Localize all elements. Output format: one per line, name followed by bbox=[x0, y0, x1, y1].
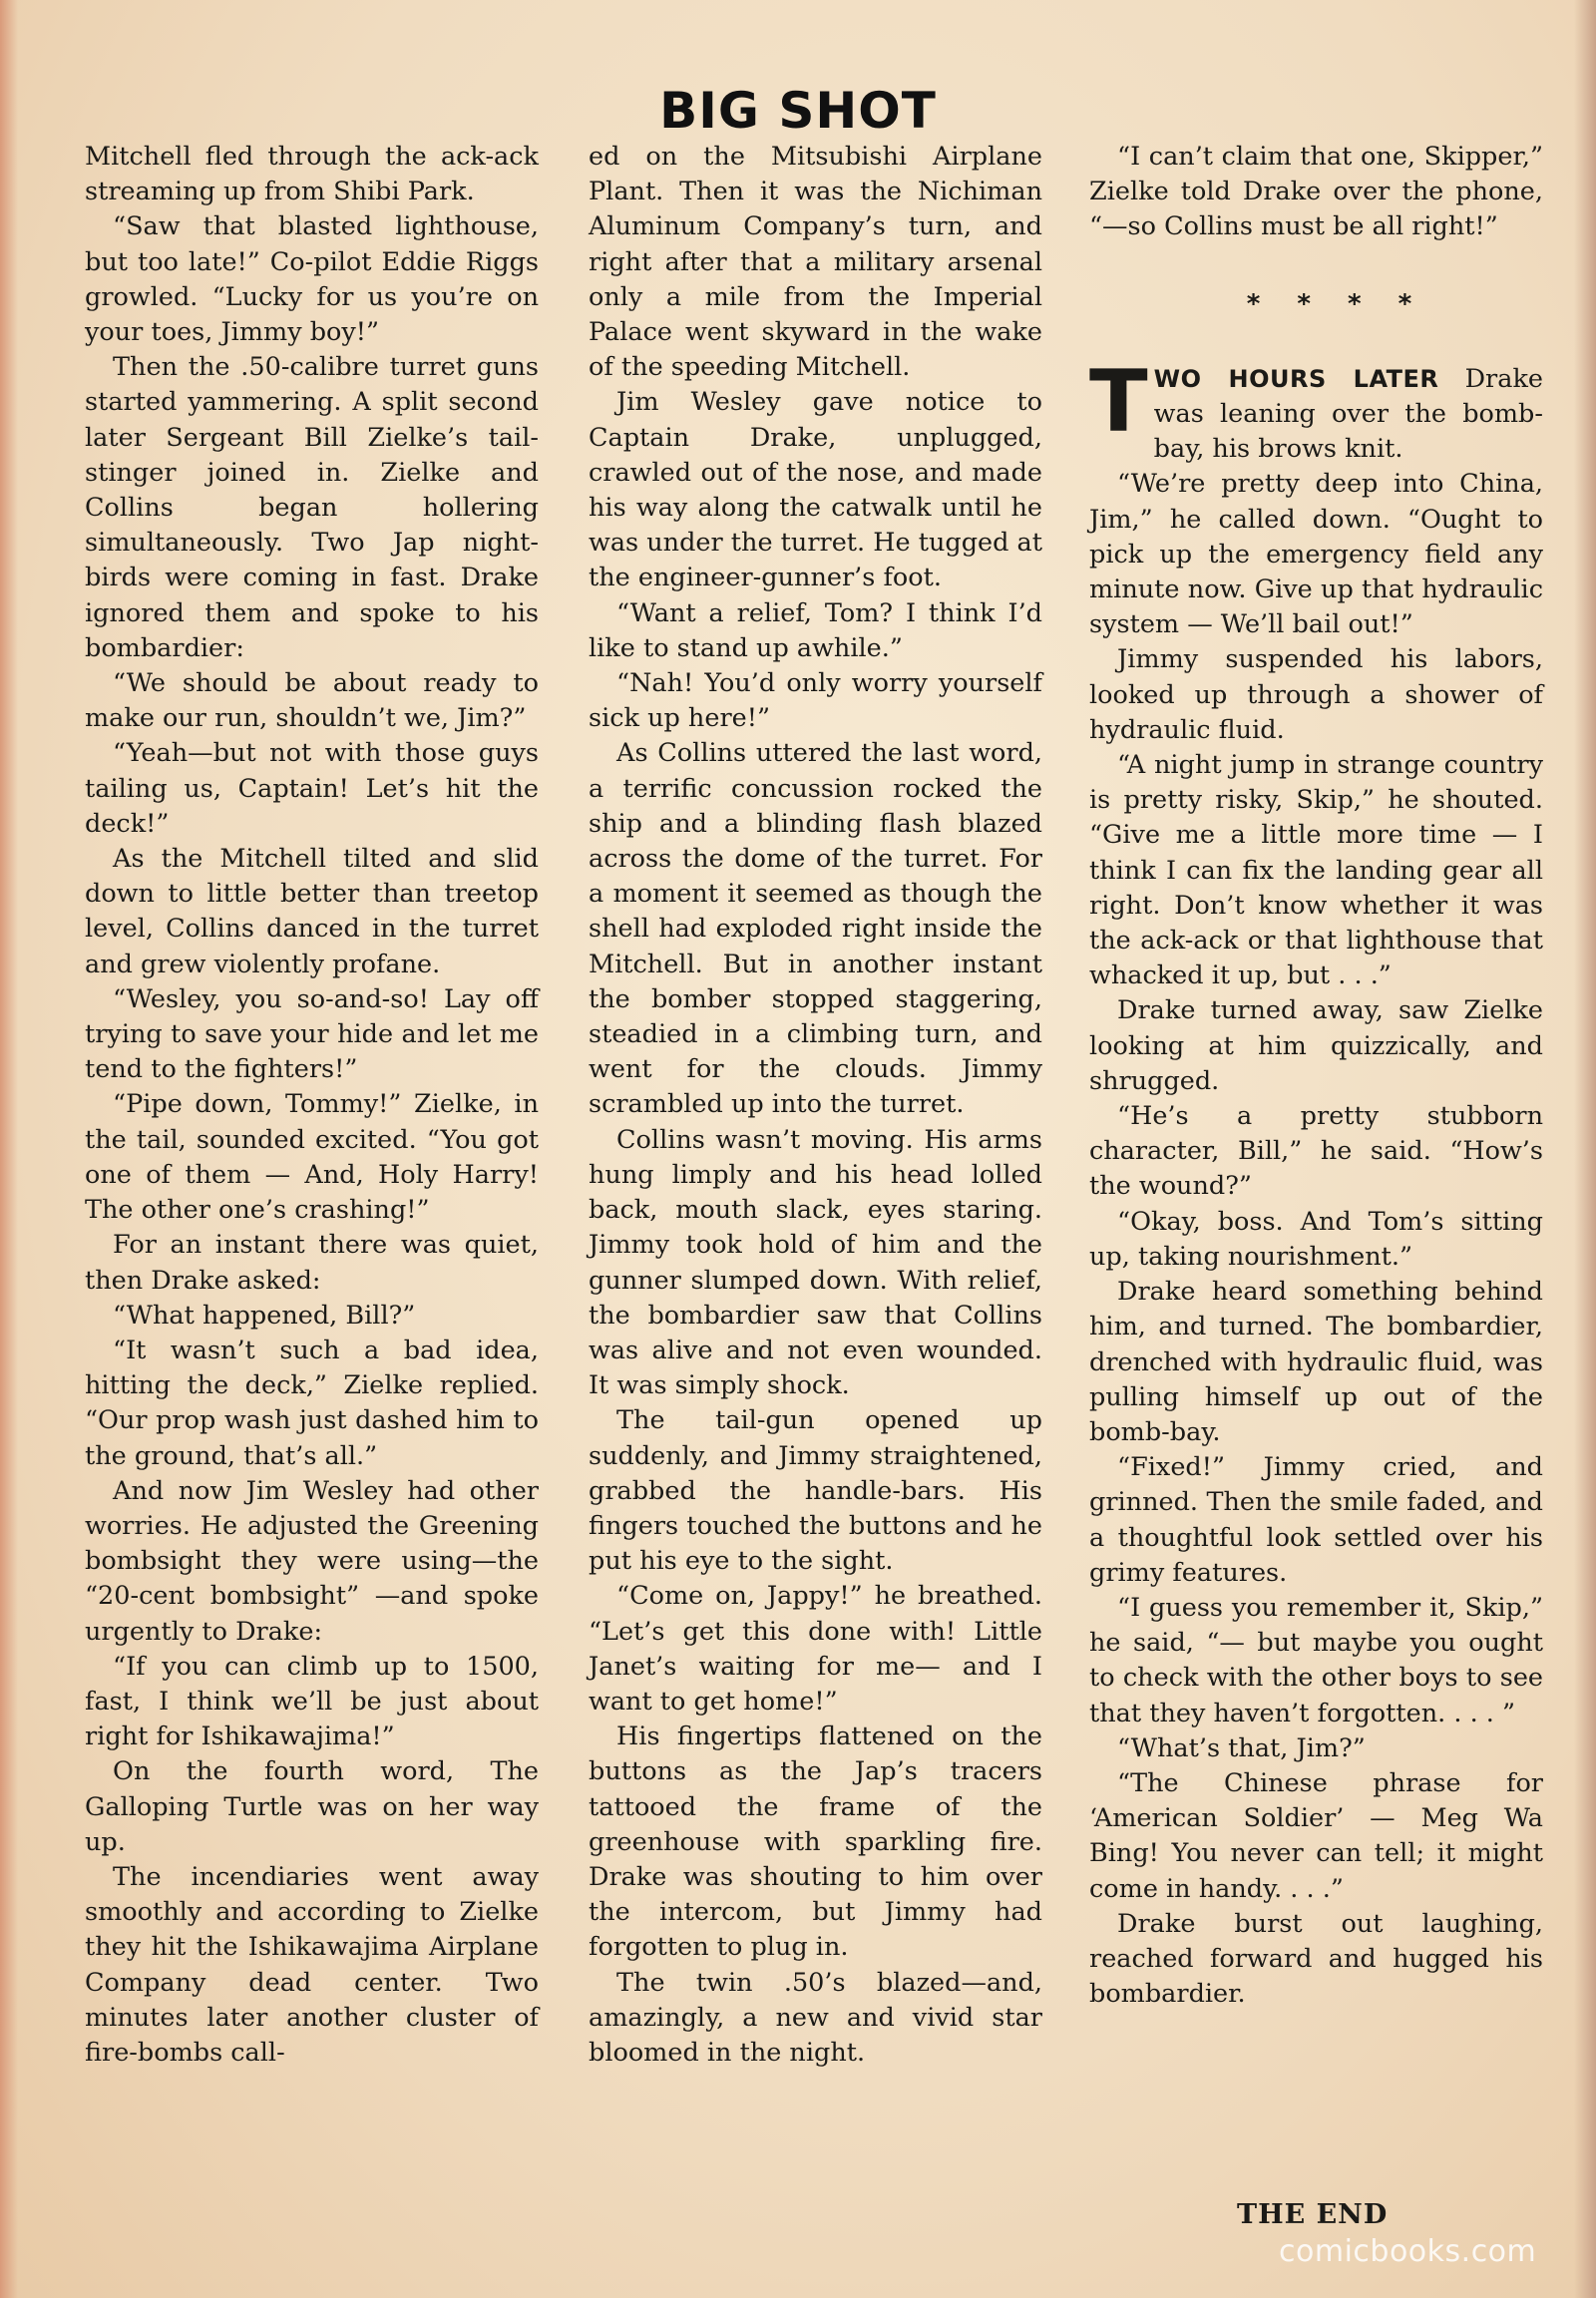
paragraph: “He’s a pretty stubborn character, Bill,” he said. “How’s the wound?” bbox=[1089, 1101, 1543, 1202]
paragraph: Then the .50-calibre turret guns started yammering. A split second later Sergeant Bill Zielke’s tail-stinger joined in. Zielke and Collins began hollering simultaneously. Two Jap night-birds were coming in fast. Drake ignored them and spoke to his bombardier: bbox=[85, 352, 539, 663]
paragraph: “If you can climb up to 1500, fast, I think we’ll be just about right for Ishikawajima!” bbox=[85, 1651, 539, 1752]
paragraph: His fingertips flattened on the buttons as the Jap’s tracers tattooed the frame of the greenhouse with sparkling fire. Drake was shouting to him over the intercom, but Jimmy had forgotten to plug in. bbox=[589, 1722, 1042, 1963]
paragraph: “I can’t claim that one, Skipper,” Zielke told Drake over the phone, “—so Collins must be all right!” bbox=[1089, 142, 1543, 242]
text-column-1 bbox=[85, 140, 539, 2071]
paragraph: “What’s that, Jim?” bbox=[1117, 1732, 1366, 1763]
paragraph: The tail-gun opened up suddenly, and Jimmy straightened, grabbed the handle-bars. His fingers touched the buttons and he put his eye to the sight. bbox=[589, 1405, 1042, 1577]
paragraph: “What happened, Bill?” bbox=[113, 1300, 416, 1331]
paragraph: “Saw that blasted lighthouse, but too late!” Co-pilot Eddie Riggs growled. “Lucky for us you’re on your toes, Jimmy boy!” bbox=[85, 211, 539, 348]
paragraph: “Want a relief, Tom? I think I’d like to stand up awhile.” bbox=[589, 597, 1042, 663]
page-title: BIG SHOT bbox=[659, 82, 937, 140]
paragraph: Drake turned away, saw Zielke looking at him quizzically, and shrugged. bbox=[1089, 995, 1543, 1096]
paragraph: ed on the Mitsubishi Airplane Plant. Then it was the Nichiman Aluminum Company’s turn, and right after that a military arsenal only a mile from the Imperial Palace went skyward in the wake of the speeding Mitchell. bbox=[589, 142, 1042, 383]
paragraph: The twin .50’s blazed—and, amazingly, a new and vivid star bloomed in the night. bbox=[589, 1967, 1042, 2068]
paragraph: “Come on, Jappy!” he breathed. “Let’s get this done with! Little Janet’s waiting for me— and I want to get home!” bbox=[589, 1581, 1042, 1717]
paragraph: “We’re pretty deep into China, Jim,” he called down. “Ought to pick up the emergency field any minute now. Give up that hydraulic system — We’ll bail out!” bbox=[1089, 469, 1543, 640]
section-break: * * * * bbox=[1246, 288, 1426, 319]
page-right-edge bbox=[1574, 0, 1596, 2298]
watermark: comicbooks.com bbox=[1279, 2234, 1537, 2269]
paragraph: As the Mitchell tilted and slid down to little better than treetop level, Collins danced in the turret and grew violently profane. bbox=[85, 844, 539, 979]
paragraph: “Okay, boss. And Tom’s sitting up, taking nourishment.” bbox=[1089, 1206, 1543, 1272]
paragraph: “I guess you remember it, Skip,” he said, “— but maybe you ought to check with the other boys to see that they haven’t forgotten. . . . ” bbox=[1089, 1592, 1543, 1728]
paragraph: As Collins uttered the last word, a terrific concussion rocked the ship and a blinding flash blazed across the dome of the turret. For a moment it seemed as though the shell had exploded right inside the Mitchell. But in another instant the bomber stopped staggering, steadied in a climbing turn, and went for the clouds. Jimmy scrambled up into the turret. bbox=[589, 738, 1042, 1120]
paragraph: For an instant there was quiet, then Drake asked: bbox=[85, 1230, 539, 1296]
lead-in-text: WO HOURS LATER bbox=[1153, 364, 1439, 393]
paragraph: “Pipe down, Tommy!” Zielke, in the tail, sounded excited. “You got one of them — And, Holy Harry! The other one’s crashing!” bbox=[85, 1089, 539, 1226]
paragraph: Mitchell fled through the ack-ack streaming up from Shibi Park. bbox=[85, 142, 539, 207]
paragraph: On the fourth word, The Galloping Turtle was on her way up. bbox=[85, 1756, 539, 1857]
paragraph: Jimmy suspended his labors, looked up through a shower of hydraulic fluid. bbox=[1089, 644, 1543, 745]
paragraph: Drake burst out laughing, reached forward and hugged his bombardier. bbox=[1089, 1908, 1543, 2010]
paragraph: “Yeah—but not with those guys tailing us, Captain! Let’s hit the deck!” bbox=[85, 738, 539, 839]
paragraph: The incendiaries went away smoothly and according to Zielke they hit the Ishikawajima Airplane Company dead center. Two minutes later another cluster of fire-bombs call- bbox=[85, 1861, 539, 2068]
paragraph: “Fixed!” Jimmy cried, and grinned. Then the smile faded, and a thoughtful look settled over his grimy features. bbox=[1089, 1452, 1543, 1588]
paragraph: “A night jump in strange country is pretty risky, Skip,” he shouted. “Give me a little more time — I think I can fix the landing gear all right. Don’t know whether it was the ack-ack or that lighthouse that whacked it up, but . . .” bbox=[1089, 750, 1543, 991]
paragraph: “The Chinese phrase for ‘American Soldier’ — Meg Wa Bing! You never can tell; it might come in handy. . . .” bbox=[1089, 1767, 1543, 1904]
the-end-label: THE END bbox=[1237, 2199, 1389, 2230]
text-column-2 bbox=[589, 140, 1042, 2071]
page-left-edge bbox=[0, 0, 18, 2298]
paragraph: Drake heard something behind him, and turned. The bombardier, drenched with hydraulic fluid, was pulling himself up out of the bomb-bay. bbox=[1089, 1277, 1543, 1447]
drop-cap: T bbox=[1089, 351, 1148, 452]
paragraph: Jim Wesley gave notice to Captain Drake, unplugged, crawled out of the nose, and made his way along the catwalk until he was under the turret. He tugged at the engineer-gunner’s foot. bbox=[589, 387, 1042, 593]
paragraph-drop-cap bbox=[1089, 351, 1543, 468]
paragraph: “We should be about ready to make our run, shouldn’t we, Jim?” bbox=[85, 668, 539, 734]
lead-in-rest: Drake was leaning over the bomb-bay, his brows knit. bbox=[1153, 363, 1543, 465]
paragraph: And now Jim Wesley had other worries. He adjusted the Greening bombsight they were using—the “20-cent bombsight” —and spoke urgently to Drake: bbox=[85, 1475, 539, 1647]
paragraph: “Nah! You’d only worry yourself sick up here!” bbox=[589, 668, 1042, 734]
paragraph: Collins wasn’t moving. His arms hung limply and his head lolled back, mouth slack, eyes staring. Jimmy took hold of him and the gunner slumped down. With relief, the bombardier saw that Collins was alive and not even wounded. It was simply shock. bbox=[589, 1124, 1042, 1401]
paragraph: “It wasn’t such a bad idea, hitting the deck,” Zielke replied. “Our prop wash just dashed him to the ground, that’s all.” bbox=[85, 1335, 539, 1471]
paragraph: “Wesley, you so-and-so! Lay off trying to save your hide and let me tend to the fighters!” bbox=[85, 983, 539, 1085]
text-column-3 bbox=[1089, 140, 1543, 2012]
